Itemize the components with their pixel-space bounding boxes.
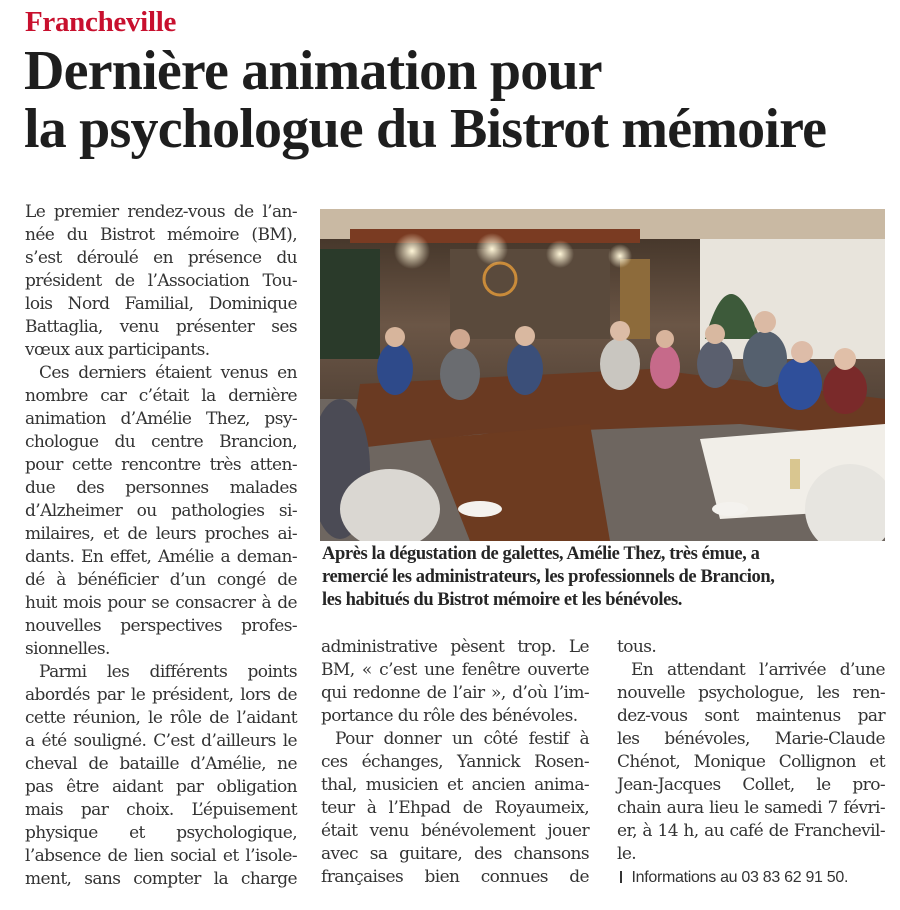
text-line: avec sa guitare, des chansons <box>321 844 589 864</box>
text-line: nouvelles perspectives profes- <box>25 616 297 636</box>
text-line: l’absence de lien social et l’isole- <box>25 846 297 866</box>
text-line: s’est déroulé en présence du <box>25 248 297 268</box>
text-line: animation d’Amélie Thez, psy- <box>25 409 297 429</box>
text-line: née du Bistrot mémoire (BM), <box>25 225 297 245</box>
text-line: pour cette rencontre très atten- <box>25 455 297 475</box>
text-line: ment, sans compter la charge <box>25 869 297 889</box>
text-line: nombre car c’était la dernière <box>25 386 297 406</box>
text-line: Le premier rendez-vous de l’an- <box>25 202 297 222</box>
info-line <box>617 866 885 889</box>
text-line: qui redonne de l’air », d’où l’im- <box>321 683 589 703</box>
text-line: Chénot, Monique Collignon et <box>617 752 885 772</box>
text-line: les bénévoles, Marie-Claude <box>617 729 885 749</box>
info-text: Informations au 03 83 62 91 50. <box>631 869 849 886</box>
text-line: administrative pèsent trop. Le <box>321 637 589 657</box>
text-line: cheval de bataille d’Amélie, ne <box>25 754 297 774</box>
text-line: er, à 14 h, au café de Franchevil- <box>617 821 885 841</box>
text-line: tous. <box>617 637 657 657</box>
text-line: BM, « c’est une fenêtre ouverte <box>321 660 589 680</box>
text-line: ces échanges, Yannick Rosen- <box>321 752 589 772</box>
text-line: Pour donner un côté festif à <box>335 729 589 749</box>
text-line: cette réunion, le rôle de l’aidant <box>25 708 297 728</box>
caption-line: les habitués du Bistrot mémoire et les bénévoles. <box>322 590 682 610</box>
text-line: milaires, et de leurs proches ai- <box>25 524 297 544</box>
article-column-1 <box>25 201 297 891</box>
text-line: pas être aidant par obligation <box>25 777 297 797</box>
text-line: dez-vous sont maintenus par <box>617 706 885 726</box>
text-line: le. <box>617 844 637 864</box>
text-line: Jean-Jacques Collet, le pro- <box>617 775 885 795</box>
text-line: sionnelles. <box>25 639 110 659</box>
text-line: était venu bénévolement jouer <box>321 821 589 841</box>
photo-bistrot-memoire <box>320 209 885 541</box>
text-line: Ces derniers étaient venus en <box>39 363 297 383</box>
info-bar-icon <box>620 871 622 883</box>
headline <box>24 42 826 158</box>
text-line: a été souligné. C’est d’ailleurs le <box>25 731 297 751</box>
text-line: mais par choix. L’épuisement <box>25 800 297 820</box>
photo-caption <box>322 543 892 612</box>
text-line: président de l’Association Tou- <box>25 271 297 291</box>
text-line: teur à l’Ehpad de Royaumeix, <box>321 798 589 818</box>
text-line: nouvelle psychologue, les ren- <box>617 683 885 703</box>
text-line: dé à bénéficier d’un congé de <box>25 570 297 590</box>
text-line: due des personnes malades <box>25 478 297 498</box>
text-line: En attendant l’arrivée d’une <box>631 660 885 680</box>
text-line: Parmi les différents points <box>39 662 297 682</box>
text-line: huit mois pour se consacrer à de <box>25 593 297 613</box>
headline-line: la psychologue du Bistrot mémoire <box>24 98 827 160</box>
article-column-2 <box>321 636 589 889</box>
text-line: physique et psychologique, <box>25 823 297 843</box>
text-line: lois Nord Familial, Dominique <box>25 294 297 314</box>
text-line: chain aura lieu le samedi 7 févri- <box>617 798 885 818</box>
text-line: abordés par le président, lors de <box>25 685 297 705</box>
text-line: portance du rôle des bénévoles. <box>321 706 578 726</box>
article-column-3 <box>617 636 885 889</box>
headline-line: Dernière animation pour <box>24 40 602 102</box>
text-line: françaises bien connues de <box>321 867 589 887</box>
text-line: chologue du centre Brancion, <box>25 432 297 452</box>
text-line: d’Alzheimer ou pathologies si- <box>25 501 297 521</box>
text-line: vœux aux participants. <box>25 340 210 360</box>
text-line: dants. En effet, Amélie a deman- <box>25 547 297 567</box>
section-kicker: Francheville <box>25 6 177 38</box>
text-line: Battaglia, venu présenter ses <box>25 317 297 337</box>
caption-line: remercié les administrateurs, les professionnels de Brancion, <box>322 567 775 587</box>
caption-line: Après la dégustation de galettes, Amélie Thez, très émue, a <box>322 544 760 564</box>
text-line: thal, musicien et ancien anima- <box>321 775 589 795</box>
